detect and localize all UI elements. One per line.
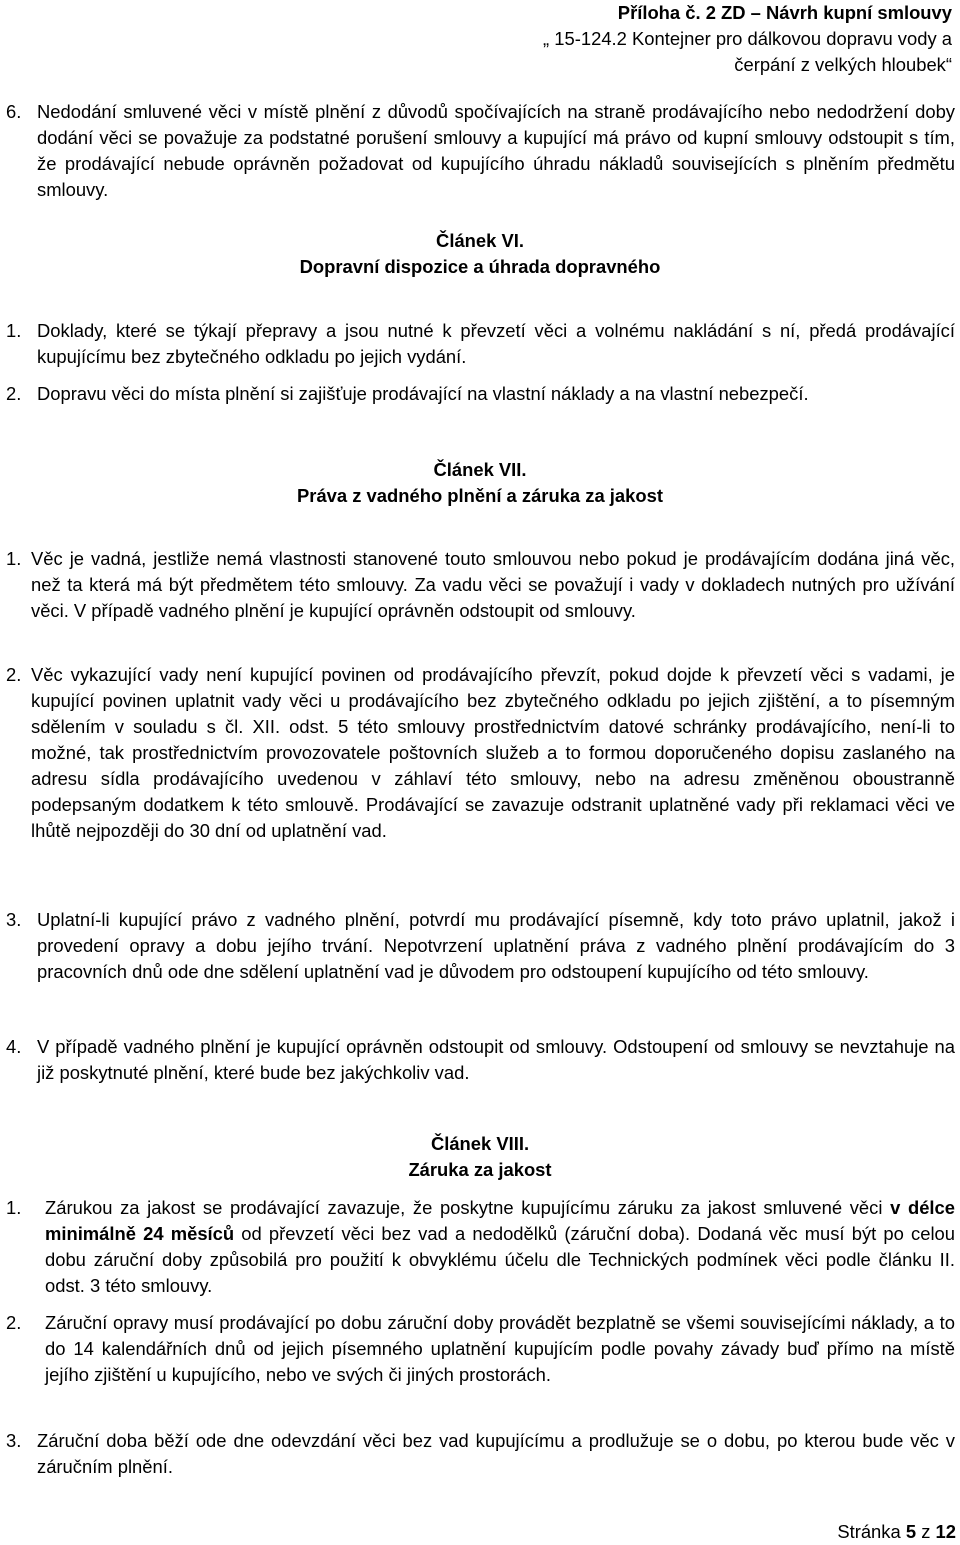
header-contract-name-line2: čerpání z velkých hloubek“ (734, 54, 952, 75)
header-contract-name-line1: „ 15-124.2 Kontejner pro dálkovou dopravu vody a (543, 28, 952, 49)
page-number-footer (837, 1519, 956, 1545)
article-7-title: Článek VII. (433, 459, 527, 480)
total-pages: 12 (935, 1521, 956, 1542)
article-7-subtitle: Práva z vadného plnění a záruka za jakost (297, 485, 663, 506)
paragraph-art6-item2: Dopravu věci do místa plnění si zajišťuje prodávající na vlastní náklady a na vlastní nebezpečí. (37, 383, 809, 404)
item-number: 4. (6, 1036, 22, 1057)
paragraph-art7-item2: Věc vykazující vady není kupující povinen od prodávajícího převzít, pokud dojde k převzetí věci s vadami, je kupující povinen uplatnit vady věci u prodávajícího bez zbytečného odkladu po jejich zjištění, a to písemným sdělením v souladu s čl. XII. odst. 5 této smlouvy prostřednictvím datové schránky prodávajícího, není-li to možné, tak prostřednictvím provozovatele poštovních služeb a to formou doporučeného dopisu zaslaného na adresu sídla prodávajícího uvedenou v záhlaví této smlouvy, nebo na adresu změněnou oboustranně podepsaným dodatkem k této smlouvě. Prodávající se zavazuje odstranit uplatněné vady při reklamaci věci ve lhůtě nejpozději do 30 dní od uplatnění vad. (31, 664, 955, 841)
item-number: 6. (6, 101, 22, 122)
paragraph-art7-item4: V případě vadného plnění je kupující oprávněn odstoupit od smlouvy. Odstoupení od smlouvy se nevztahuje na již poskytnuté plnění, které bude bez jakýchkoliv vad. (37, 1036, 955, 1083)
paragraph-item-6: Nedodání smluvené věci v místě plnění z důvodů spočívajících na straně prodávajícího nebo nedodržení doby dodání věci se považuje za podstatné porušení smlouvy a kupující má právo od kupní smlouvy odstoupit s tím, že prodávající nebude oprávněn požadovat od kupujícího úhradu nákladů souvisejících s plněním předmětu smlouvy. (37, 101, 955, 200)
item-number: 2. (6, 1312, 22, 1333)
article-6-title: Článek VI. (436, 230, 524, 251)
current-page: 5 (905, 1521, 917, 1542)
paragraph-art7-item1: Věc je vadná, jestliže nemá vlastnosti stanovené touto smlouvou nebo pokud je prodávajícím dodána jiná věc, než ta která má být předmětem této smlouvy. Za vadu věci se považují i vady v dokladech nutných pro užívání věci. V případě vadného plnění je kupující oprávněn odstoupit od smlouvy. (31, 548, 955, 621)
item-number: 1. (6, 320, 22, 341)
document-header (543, 0, 952, 78)
item-number: 3. (6, 1430, 22, 1451)
page-separator: z (921, 1521, 931, 1542)
header-attachment-title: Příloha č. 2 ZD – Návrh kupní smlouvy (617, 2, 952, 23)
article-6-subtitle: Dopravní dispozice a úhrada dopravného (299, 256, 661, 277)
item-number: 2. (6, 383, 22, 404)
item-number: 1. (6, 1197, 22, 1218)
paragraph-art7-item3: Uplatní-li kupující právo z vadného plnění, potvrdí mu prodávající písemně, kdy toto právo uplatnil, jakož i provedení opravy a dobu jejího trvání. Nepotvrzení uplatnění práva z vadného plnění prodávajícím do 3 pracovních dnů ode dne sdělení uplatnění vad je důvodem pro odstoupení kupujícího od této smlouvy. (37, 909, 955, 982)
paragraph-art8-item3: Záruční doba běží ode dne odevzdání věci bez vad kupujícímu a prodlužuje se o dobu, po kterou bude věc v záručním plnění. (37, 1430, 955, 1477)
item-number: 3. (6, 909, 22, 930)
warranty-duration: v délce minimálně 24 měsíců (45, 1197, 955, 1244)
paragraph-art8-item2: Záruční opravy musí prodávající po dobu záruční doby provádět bezplatně se všemi souvisejícími náklady, a to do 14 kalendářních dnů od jejich písemného uplatnění kupujícím podle povahy závady buď přímo na místě jejího zjištění u kupujícího, nebo ve svých či jiných prostorách. (45, 1312, 955, 1385)
article-8-title: Článek VIII. (430, 1133, 530, 1154)
article-8-subtitle: Záruka za jakost (408, 1159, 552, 1180)
paragraph-art8-item1-part-a: Zárukou za jakost se prodávající zavazuje, že poskytne kupujícímu záruku za jakost smluvené věci (45, 1197, 891, 1218)
paragraph-art8-item1-part-b: od převzetí věci bez vad a nedodělků (záruční doba). Dodaná věc musí být po celou dobu záruční doby způsobilá pro použití k obvyklému účelu dle Technických podmínek věci podle článku II. odst. 3 této smlouvy. (45, 1223, 955, 1296)
paragraph-art6-item1: Doklady, které se týkají přepravy a jsou nutné k převzetí věci a volnému nakládání s ní, předá prodávající kupujícímu bez zbytečného odkladu po jejich vydání. (37, 320, 955, 367)
item-number: 2. (6, 664, 22, 685)
page-label: Stránka (837, 1521, 901, 1542)
paragraph-art8-item1 (45, 1195, 955, 1299)
item-number: 1. (6, 548, 22, 569)
